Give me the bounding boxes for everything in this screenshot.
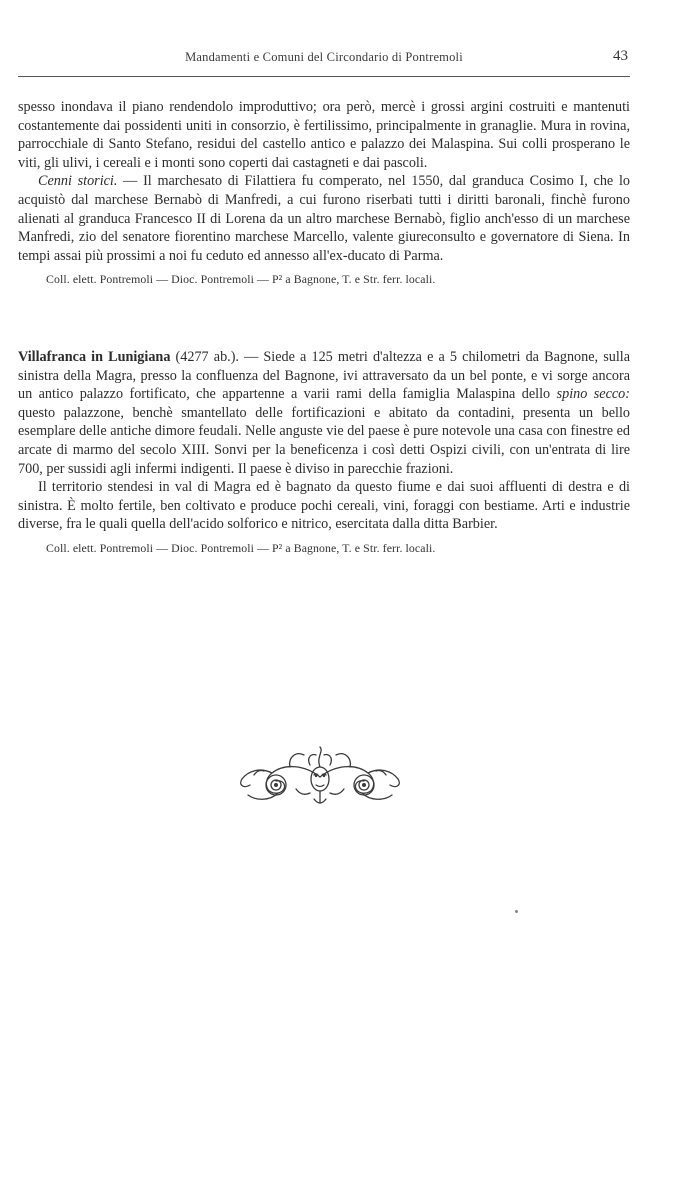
villafranca-italic: spino secco: [556,386,630,403]
villafranca-text-a: (4277 ab.). — Siede a 125 metri d'altezza e a 5 chilometri da Bagnone, sulla sinistra della Magra, presso la confluenza del Bagnone, ivi attraversato da un bel ponte, e vi sorge ancora un antico palazzo fortificato, che appartenne a varii rami della famiglia Malaspina dello [18,349,630,403]
running-title: Mandamenti e Comuni del Circondario di Pontremoli [185,50,463,64]
history-text: — Il marchesato di Filattiera fu comperato, nel 1550, dal granduca Cosimo I, che lo acquistò dal marchese Bernabò di Manfredi, a cui furono riserbati tutti i diritti baronali, finchè furono alienati al granduca Francesco II di Lorena da un altro marchese Bernabò, figlio anch'esso di un marchese Manfredi, zio del senatore fiorentino marchese Marcello, valente giureconsulto e governatore di Siena. In tempi assai più prossimi a noi fu ceduto ed annesso all'ex-ducato di Parma. [18,173,630,264]
villafranca-section [18,348,630,556]
filattiera-admin-line: Coll. elett. Pontremoli — Dioc. Pontremoli — P² a Bagnone, T. e Str. ferr. locali. [46,272,436,287]
filattiera-section [18,98,630,287]
decorative-fleuron-icon [230,745,410,810]
villafranca-admin-line: Coll. elett. Pontremoli — Dioc. Pontremoli — P² a Bagnone, T. e Str. ferr. locali. [46,540,436,555]
header-rule [18,76,630,77]
villafranca-description [18,348,630,478]
entry-title: Villafranca in Lunigiana [18,349,171,365]
villafranca-text-b: questo palazzone, benchè smantellato delle fortificazioni e abitato da contadini, presenta un bello esemplare delle antiche dimore feudali. Nelle anguste vie del paese è pure notevole una casa con finestre ed arcate di marmo del secolo XIII. Sonvi per la beneficenza i così detti Ospizi civili, con un'entrata di lire 700, per sussidi agli infermi indigenti. Il paese è diviso in parecchie frazioni. [18,404,630,477]
villafranca-territory: Il territorio stendesi in val di Magra ed è bagnato da questo fiume e dai suoi affluenti di destra e di sinistra. È molto fertile, ben coltivato e produce pochi cereali, vini, foraggi con bestiame. Arti e industrie diverse, fra le quali quella dell'acido solforico e nitrico, esercitata dalla ditta Barbier. [18,479,630,533]
history-label: Cenni storici. [38,173,118,190]
running-head [18,50,630,72]
page-number: 43 [613,48,628,64]
filattiera-history [18,172,630,265]
paper-speck [515,910,518,913]
filattiera-description: spesso inondava il piano rendendolo improduttivo; ora però, mercè i grossi argini costruiti e mantenuti costantemente dai possidenti uniti in consorzio, è fertilissimo, principalmente in granaglie. Mura in rovina, parrocchiale di Santo Stefano, residui del castello antico e palazzo dei Malaspina. Sui colli prosperano le viti, gli ulivi, i cereali e i monti sono coperti dai castagneti e dai pascoli. [18,99,630,171]
